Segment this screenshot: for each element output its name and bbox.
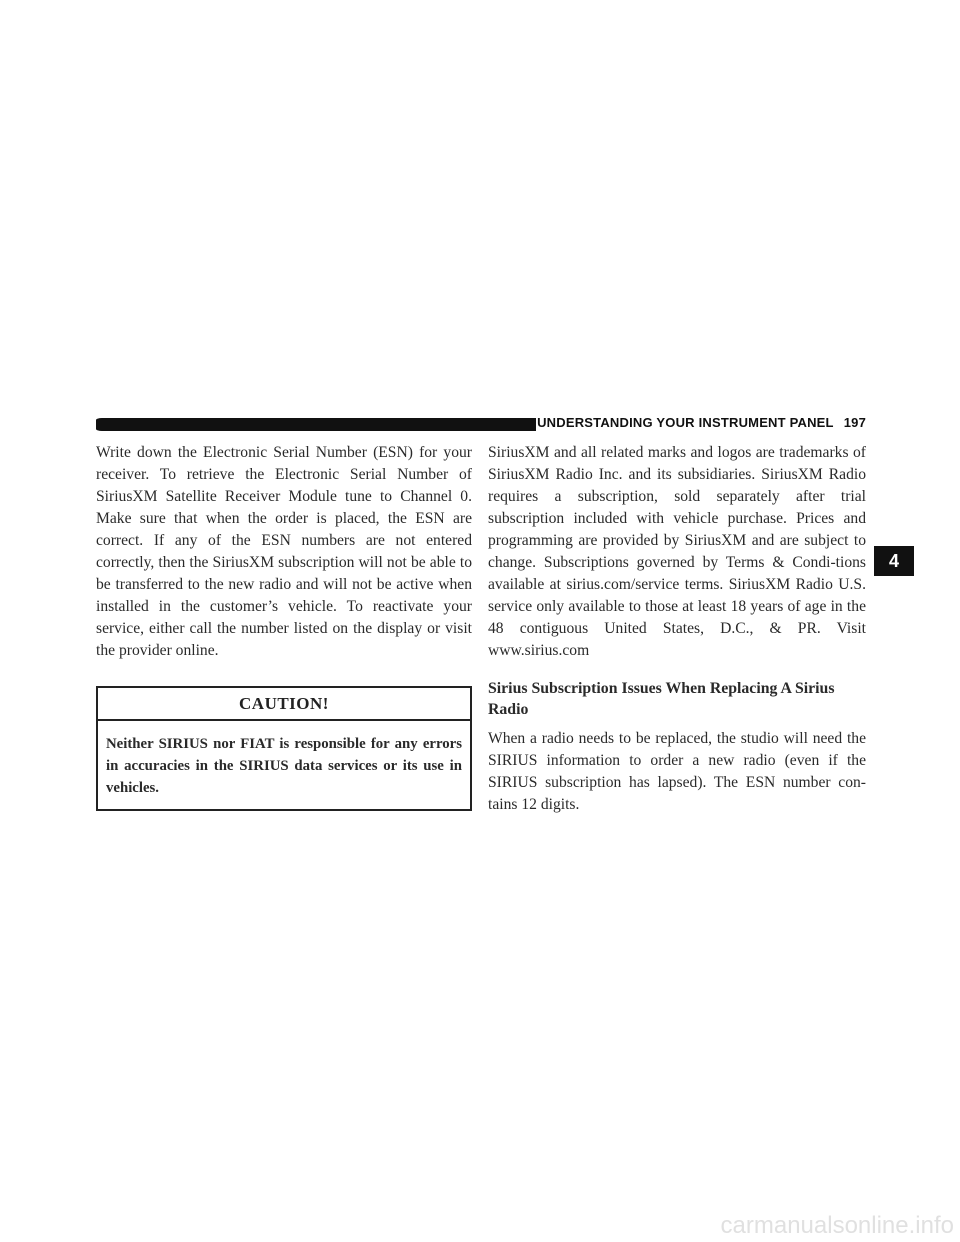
header-rule bbox=[96, 418, 536, 431]
section-heading: Sirius Subscription Issues When Replacing A Sirius Radio bbox=[488, 680, 835, 718]
caution-body: Neither SIRIUS nor FIAT is responsible for any errors in accuracies in the SIRIUS data services or its use in vehicles. bbox=[106, 736, 462, 796]
running-header bbox=[536, 415, 866, 430]
caution-title: CAUTION! bbox=[98, 688, 470, 721]
chapter-tab: 4 bbox=[874, 546, 914, 576]
trademark-paragraph: SiriusXM and all related marks and logos are trademarks of SiriusXM Radio Inc. and its subsidiaries. SiriusXM Radio requires a subscription, sold separately after trial subscription included with vehicle purchase. Prices and programming are provided by SiriusXM and are subject to change. Subscriptions governed by Terms & Condi-tions available at sirius.com/service terms. SiriusXM Radio U.S. service only available to those at least 18 years of age in the 48 contiguous United States, D.C., & PR. Visit www.sirius.com bbox=[488, 444, 866, 659]
esn-paragraph: Write down the Electronic Serial Number (ESN) for your receiver. To retrieve the Electronic Serial Number of SiriusXM Satellite Receiver Module tune to Channel 0. Make sure that when the order is placed, the ESN are correct. If any of the ESN numbers are not entered correctly, then the SiriusXM subscription will not be able to be transferred to the new radio and will not be active when installed in the customer’s vehicle. To reactivate your service, either call the number listed on the display or visit the provider online. bbox=[96, 444, 472, 659]
right-column bbox=[488, 442, 866, 816]
section-title: UNDERSTANDING YOUR INSTRUMENT PANEL bbox=[537, 415, 834, 430]
page-number: 197 bbox=[843, 415, 866, 430]
left-column bbox=[96, 442, 472, 811]
watermark bbox=[0, 1212, 960, 1240]
caution-box bbox=[96, 686, 472, 811]
watermark-text: carmanualsonline.info bbox=[720, 1212, 954, 1239]
replacement-paragraph: When a radio needs to be replaced, the studio will need the SIRIUS information to order a new radio (even if the SIRIUS subscription has lapsed). The ESN number con-tains 12 digits. bbox=[488, 730, 866, 813]
